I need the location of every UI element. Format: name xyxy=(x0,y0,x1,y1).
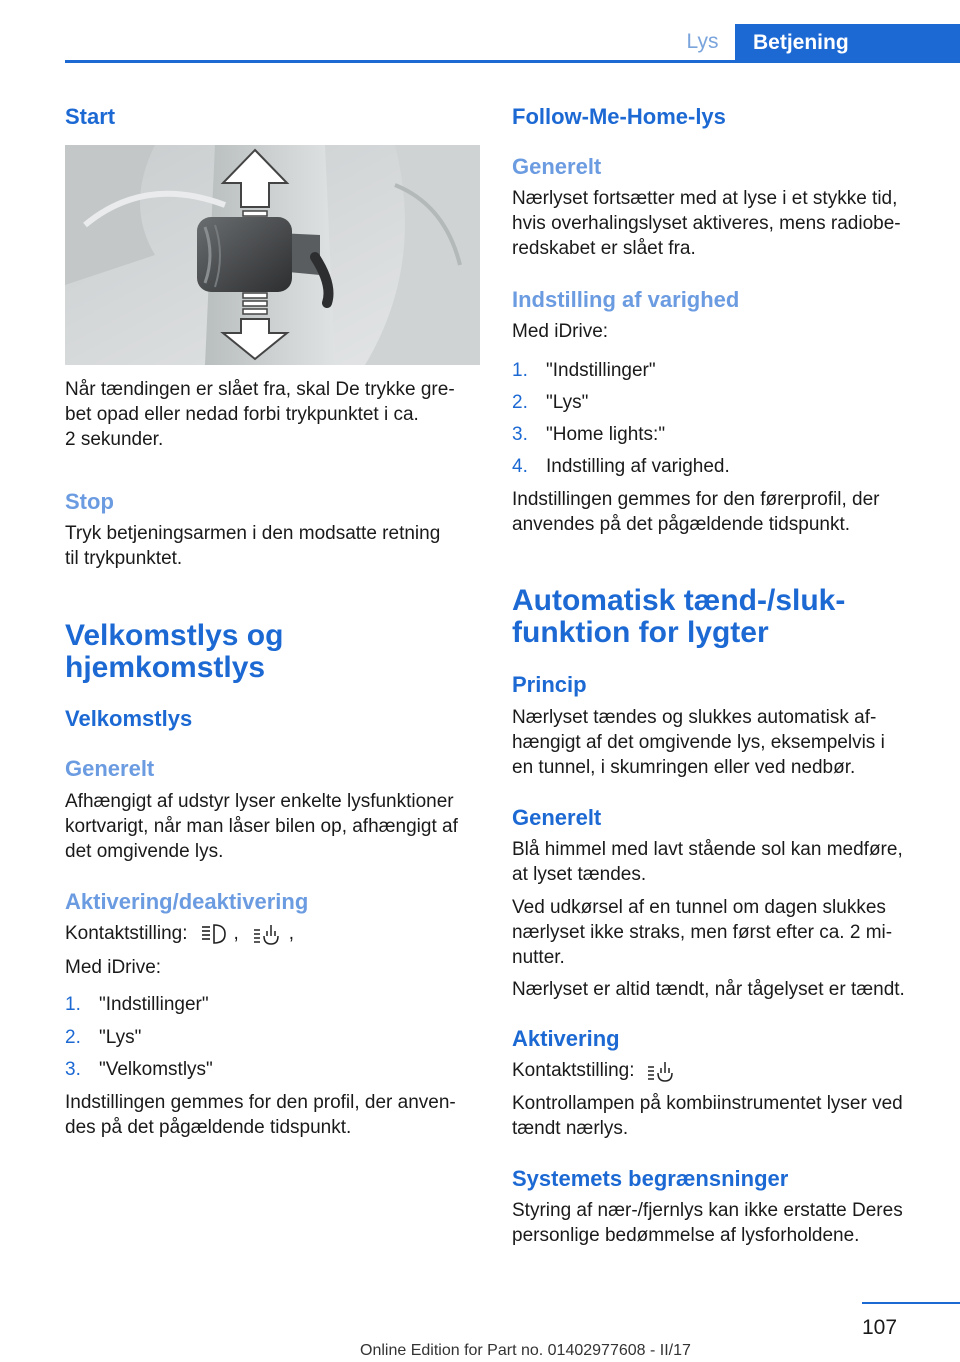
welcome-title xyxy=(65,620,283,684)
step-text: "Velkomstlys" xyxy=(99,1059,213,1080)
begraensninger-heading: Systemets begrænsninger xyxy=(512,1166,789,1191)
step-text: "Indstillinger" xyxy=(99,994,209,1015)
step-text: "Home lights:" xyxy=(546,424,666,445)
text-line: nutter. xyxy=(512,947,565,968)
page-number: 107 xyxy=(862,1316,898,1339)
begraensninger-paragraph xyxy=(512,1198,952,1248)
title-line: funktion for lygter xyxy=(512,616,769,649)
footer-rule xyxy=(862,1302,960,1304)
step-number: 2. xyxy=(512,392,528,413)
aktivering-heading: Aktivering/deaktivering xyxy=(65,889,309,914)
fmh-generelt-paragraph xyxy=(512,186,932,261)
lever-illustration xyxy=(65,145,480,365)
title-line: hjemkomstlys xyxy=(65,651,266,684)
generelt2-paragraph-1 xyxy=(512,837,932,887)
text-line: Nærlyset fortsætter med at lyse i et stykke tid, xyxy=(512,188,898,209)
kontaktstilling-row xyxy=(65,921,480,946)
text-line: kortvarigt, når man låser bilen op, afhængigt af xyxy=(65,816,458,837)
right-steps-list xyxy=(512,358,932,488)
step-text: "Lys" xyxy=(546,392,589,413)
start-paragraph xyxy=(65,377,480,452)
text-line: Nærlyset tændes og slukkes automatisk af‐ xyxy=(512,707,877,728)
velkomstlys-heading: Velkomstlys xyxy=(65,706,193,731)
med-idrive-label: Med iDrive: xyxy=(512,321,609,342)
step-text: "Indstillinger" xyxy=(546,360,656,381)
ignition-on-icon xyxy=(643,1059,679,1083)
step-text: "Lys" xyxy=(99,1027,142,1048)
text-line: det omgivende lys. xyxy=(65,841,224,862)
text-line: hvis overhalingslyset aktiveres, mens radiobe‐ xyxy=(512,213,901,234)
step-number: 2. xyxy=(65,1027,81,1048)
generelt-heading: Generelt xyxy=(512,154,602,179)
step-number: 3. xyxy=(512,424,528,445)
text-line: Kontrollampen på kombiinstrumentet lyser ved xyxy=(512,1093,903,1114)
text-line: 2 sekunder. xyxy=(65,429,164,450)
text-line: personlige bedømmelse af lysforholdene. xyxy=(512,1225,860,1246)
text-line: at lyset tændes. xyxy=(512,864,647,885)
title-line: Velkomstlys og xyxy=(65,619,284,652)
footer-edition: Online Edition for Part no. 01402977608 - II/17 xyxy=(360,1342,691,1359)
generelt-heading: Generelt xyxy=(65,756,155,781)
step-number: 1. xyxy=(512,360,528,381)
stop-heading: Stop xyxy=(65,489,114,514)
text-line: redskabet er slået fra. xyxy=(512,238,696,259)
kontrol-paragraph xyxy=(512,1091,952,1141)
text-line: en tunnel, i skumringen eller ved nedbør. xyxy=(512,757,856,778)
text-line: Indstillingen gemmes for den førerprofil, der xyxy=(512,489,880,510)
aktivering-heading: Aktivering xyxy=(512,1026,620,1051)
kontaktstilling-label: Kontaktstilling: xyxy=(512,1060,635,1081)
auto-light-title xyxy=(512,585,845,649)
header-chapter-tab: Betjening xyxy=(735,24,960,62)
text-line: nærlyset ikke straks, men først efter ca. 2 mi‐ xyxy=(512,922,893,943)
text-line: tændt nærlys. xyxy=(512,1118,629,1139)
follow-me-home-heading: Follow-Me-Home-lys xyxy=(512,104,726,129)
title-line: Automatisk tænd-/sluk‐ xyxy=(512,584,846,617)
text-line: Ved udkørsel af en tunnel om dagen slukkes xyxy=(512,897,886,918)
step-number: 3. xyxy=(65,1059,81,1080)
kontaktstilling-row xyxy=(512,1058,679,1083)
generelt2-heading: Generelt xyxy=(512,805,602,830)
step-number: 4. xyxy=(512,456,528,477)
separator: , xyxy=(288,923,295,944)
step-number: 1. xyxy=(65,994,81,1015)
text-line: Nærlyset er altid tændt, når tågelyset er tændt. xyxy=(512,979,905,1000)
text-line: des på det pågældende tidspunkt. xyxy=(65,1117,352,1138)
varighed-heading: Indstilling af varighed xyxy=(512,287,740,312)
text-line: Når tændingen er slået fra, skal De trykke gre‐ xyxy=(65,379,455,400)
princip-paragraph xyxy=(512,705,932,780)
text-line: Indstillingen gemmes for den profil, der anven‐ xyxy=(65,1092,456,1113)
right-saved-paragraph xyxy=(512,487,932,537)
start-heading: Start xyxy=(65,104,116,129)
header-rule xyxy=(65,60,960,63)
text-line: Tryk betjeningsarmen i den modsatte retning xyxy=(65,523,441,544)
lever-illustration-svg xyxy=(65,145,480,365)
radio-ready-icon xyxy=(196,922,232,946)
ignition-on-icon xyxy=(249,922,285,946)
text-line: til trykpunktet. xyxy=(65,548,183,569)
generelt-paragraph xyxy=(65,789,485,864)
generelt2-paragraph-3 xyxy=(512,977,952,1002)
step-text: Indstilling af varighed. xyxy=(546,456,730,477)
text-line: Afhængigt af udstyr lyser enkelte lysfunktioner xyxy=(65,791,454,812)
generelt2-paragraph-2 xyxy=(512,895,932,970)
text-line: hængigt af det omgivende lys, eksempelvis i xyxy=(512,732,885,753)
separator: , xyxy=(233,923,239,944)
left-saved-paragraph xyxy=(65,1090,480,1140)
stop-paragraph xyxy=(65,521,480,571)
text-line: Styring af nær-/fjernlys kan ikke erstatte Deres xyxy=(512,1200,903,1221)
princip-heading: Princip xyxy=(512,672,587,697)
left-steps-list xyxy=(65,992,480,1092)
kontaktstilling-label: Kontaktstilling: xyxy=(65,923,188,944)
text-line: Blå himmel med lavt stående sol kan medføre, xyxy=(512,839,903,860)
header-section-tab: Lys xyxy=(686,30,719,53)
text-line: anvendes på det pågældende tidspunkt. xyxy=(512,514,851,535)
text-line: bet opad eller nedad forbi trykpunktet i ca. xyxy=(65,404,419,425)
med-idrive-label: Med iDrive: xyxy=(65,957,162,978)
